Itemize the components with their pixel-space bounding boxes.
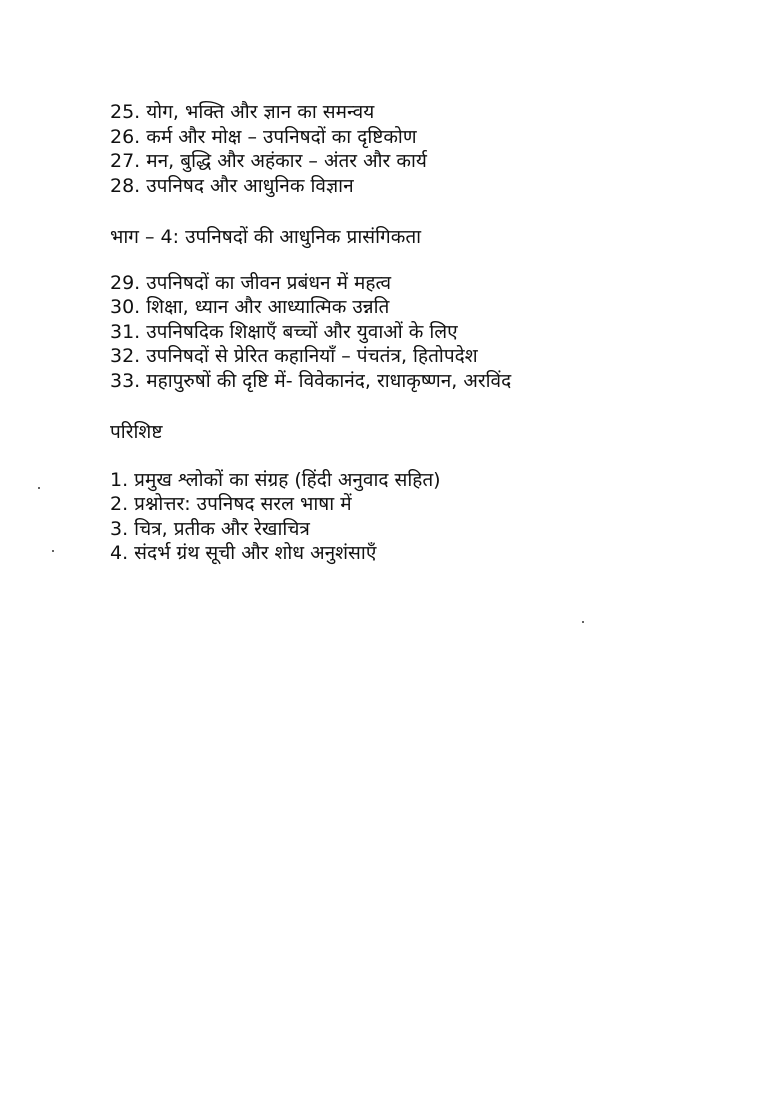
- scan-speck: [38, 487, 40, 489]
- toc-item: 27. मन, बुद्धि और अहंकार – अंतर और कार्य: [110, 150, 427, 172]
- appendix-item: 3. चित्र, प्रतीक और रेखाचित्र: [110, 518, 310, 540]
- appendix-item: 2. प्रश्नोत्तर: उपनिषद सरल भाषा में: [110, 493, 352, 515]
- toc-item: 33. महापुरुषों की दृष्टि में- विवेकानंद, राधाकृष्णन, अरविंद: [110, 370, 512, 392]
- toc-item: 32. उपनिषदों से प्रेरित कहानियाँ – पंचतंत्र, हितोपदेश: [110, 345, 478, 367]
- toc-item: 30. शिक्षा, ध्यान और आध्यात्मिक उन्नति: [110, 296, 390, 318]
- scan-speck: [52, 550, 54, 552]
- part-heading: भाग – 4: उपनिषदों की आधुनिक प्रासंगिकता: [110, 226, 422, 248]
- toc-item: 28. उपनिषद और आधुनिक विज्ञान: [110, 175, 354, 197]
- scan-speck: [582, 621, 584, 623]
- toc-item: 29. उपनिषदों का जीवन प्रबंधन में महत्व: [110, 272, 392, 294]
- appendix-item: 4. संदर्भ ग्रंथ सूची और शोध अनुशंसाएँ: [110, 542, 377, 564]
- toc-item: 25. योग, भक्ति और ज्ञान का समन्वय: [110, 101, 375, 123]
- appendix-heading: परिशिष्ट: [110, 421, 163, 443]
- toc-item: 31. उपनिषदिक शिक्षाएँ बच्चों और युवाओं के लिए: [110, 321, 458, 343]
- appendix-item: 1. प्रमुख श्लोकों का संग्रह (हिंदी अनुवाद सहित): [110, 469, 441, 491]
- toc-item: 26. कर्म और मोक्ष – उपनिषदों का दृष्टिकोण: [110, 126, 417, 148]
